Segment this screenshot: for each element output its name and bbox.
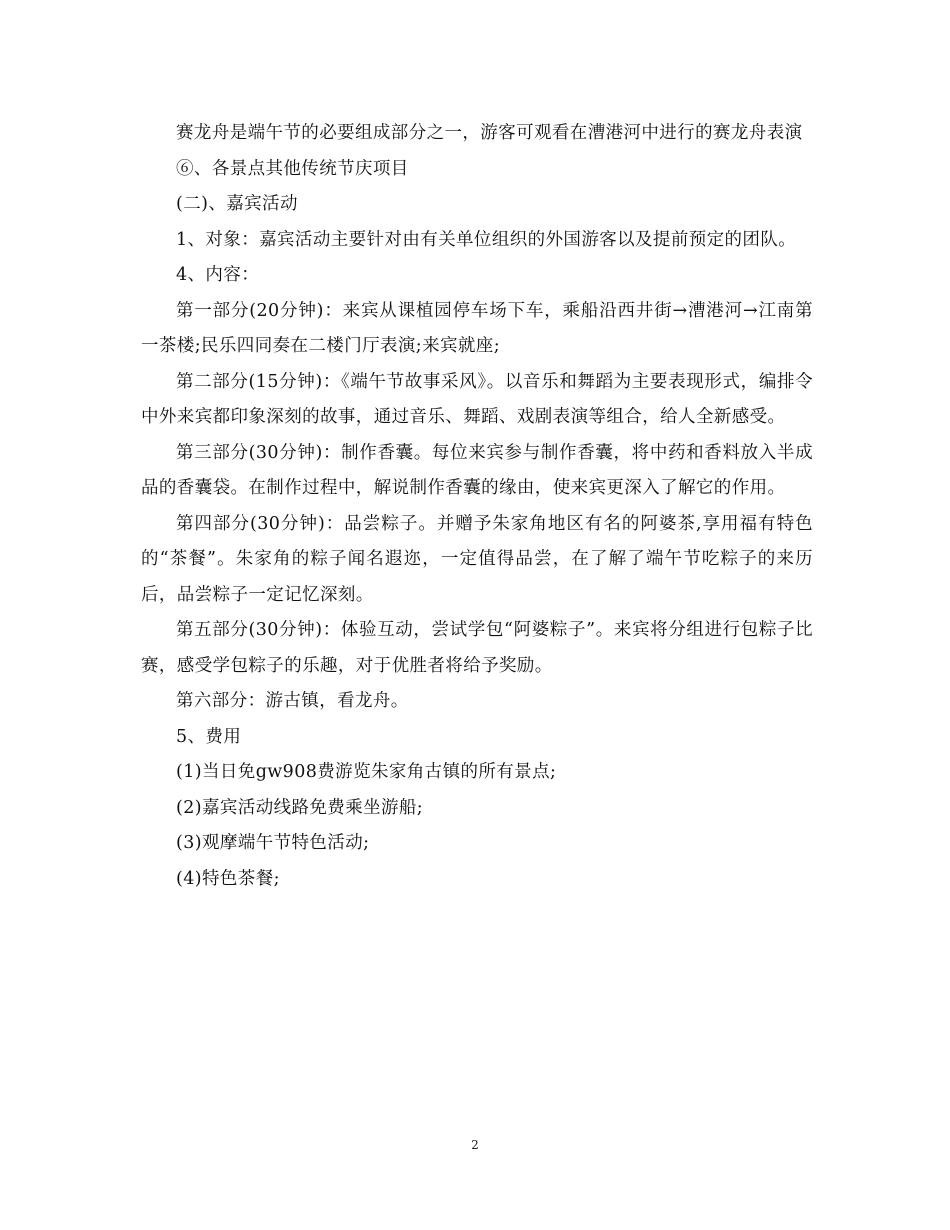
paragraph-part-six: 第六部分：游古镇，看龙舟。: [176, 691, 409, 711]
paragraph-part-one: 第一部分(20分钟)：来宾从课植园停车场下车，乘船沿西井街→漕港河→江南第一茶楼;民乐四同奏在二楼门厅表演;来宾就座;: [141, 300, 813, 356]
paragraph-part-two: 第二部分(15分钟)：《端午节故事采风》。以音乐和舞蹈为主要表现形式，编排令中外来宾都印象深刻的故事，通过音乐、舞蹈、戏剧表演等组合，给人全新感受。: [141, 371, 813, 427]
page-number: 2: [471, 1138, 479, 1152]
section-heading-content: 4、内容：: [176, 265, 260, 285]
paragraph-dragon-boat-intro: 赛龙舟是端午节的必要组成部分之一，游客可观看在漕港河中进行的赛龙舟表演: [176, 123, 803, 143]
paragraph-part-five: 第五部分(30分钟)：体验互动，尝试学包“阿婆粽子”。来宾将分组进行包粽子比赛，感受学包粽子的乐趣，对于优胜者将给予奖励。: [141, 620, 813, 676]
fee-item-4: (4)特色茶餐;: [176, 868, 280, 889]
paragraph-other-traditional-items: ⑥、各景点其他传统节庆项目: [176, 158, 409, 179]
fee-item-1: (1)当日免gw908费游览朱家角古镇的所有景点;: [176, 762, 557, 782]
paragraph-target-audience: 1、对象：嘉宾活动主要针对由有关单位组织的外国游客以及提前预定的团队。: [176, 229, 797, 250]
fee-item-2: (2)嘉宾活动线路免费乘坐游船;: [176, 797, 424, 818]
paragraph-part-four: 第四部分(30分钟)：品尝粽子。并赠予朱家角地区有名的阿婆茶,享用福有特色的“茶餐”。朱家角的粽子闻名遐迩，一定值得品尝，在了解了端午节吃粽子的来历后，品尝粽子一定记忆深刻。: [141, 513, 813, 605]
document-body: [141, 116, 813, 897]
section-heading-fees: 5、费用: [176, 726, 242, 747]
paragraph-part-three: 第三部分(30分钟)：制作香囊。每位来宾参与制作香囊，将中药和香料放入半成品的香囊袋。在制作过程中，解说制作香囊的缘由，使来宾更深入了解它的作用。: [141, 442, 813, 498]
section-heading-guest-activities: (二)、嘉宾活动: [176, 194, 298, 214]
fee-item-3: (3)观摩端午节特色活动;: [176, 833, 370, 853]
